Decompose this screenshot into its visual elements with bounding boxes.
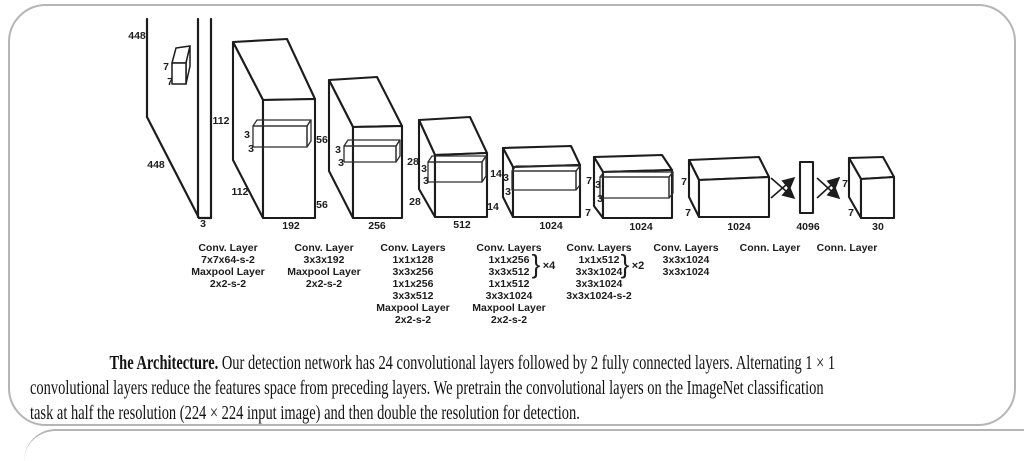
stage7-line: Conn. Layer bbox=[739, 242, 801, 254]
box3-kernel-label-2: 3 bbox=[423, 175, 429, 187]
box3-depth-label: 28 bbox=[409, 196, 421, 208]
output-side-label: 7 bbox=[842, 178, 848, 190]
stage5-line: 1x1x512 bbox=[578, 254, 620, 266]
stage2-line: Maxpool Layer bbox=[287, 266, 361, 278]
output-depth-label: 7 bbox=[848, 207, 854, 219]
stage-label-column-6 bbox=[653, 242, 718, 278]
stage5-line: 3x3x1024-s-2 bbox=[566, 290, 632, 302]
box6-side-label: 7 bbox=[681, 176, 687, 188]
stage3-line: 3x3x512 bbox=[392, 290, 434, 302]
input-height-label: 448 bbox=[128, 30, 146, 42]
conv-box-3 bbox=[407, 117, 487, 231]
box4-kernel-label-1: 3 bbox=[503, 172, 509, 184]
box5-kernel-label-1: 3 bbox=[595, 179, 601, 191]
stage1-line: 7x7x64-s-2 bbox=[201, 254, 255, 266]
fc-connector-2 bbox=[817, 178, 839, 198]
stage4-line: 1x1x256 bbox=[488, 254, 530, 266]
stage-label-column-2 bbox=[287, 242, 361, 290]
box1-kernel-label-2: 3 bbox=[248, 143, 254, 155]
stage4-line: Maxpool Layer bbox=[472, 302, 546, 314]
input-image-plane bbox=[128, 19, 211, 230]
stage1-line: Maxpool Layer bbox=[191, 266, 265, 278]
conv-box-5 bbox=[585, 155, 673, 233]
stage5-line: 3x3x1024 bbox=[575, 266, 623, 278]
box5-side-label: 7 bbox=[586, 175, 592, 187]
input-depth-label: 3 bbox=[200, 218, 206, 230]
caption-bold-lead: The Architecture. bbox=[109, 352, 219, 374]
stage3-line: 1x1x128 bbox=[392, 254, 434, 266]
stage-label-column-3 bbox=[376, 242, 450, 326]
front-face bbox=[699, 177, 769, 217]
box3-channels-label: 512 bbox=[453, 219, 471, 231]
stage5-multiplier: ×2 bbox=[631, 260, 645, 272]
stage4-line: 2x2-s-2 bbox=[490, 314, 528, 326]
stage3-line: 3x3x256 bbox=[392, 266, 434, 278]
stage5-line: Conv. Layers bbox=[566, 242, 632, 254]
box1-channels-label: 192 bbox=[282, 220, 300, 232]
box5-depth-label: 7 bbox=[585, 207, 591, 219]
next-card-top-edge bbox=[24, 429, 1024, 461]
stage4-line: 3x3x1024 bbox=[485, 290, 533, 302]
stage5-line: 3x3x1024 bbox=[575, 278, 623, 290]
input-kernel-label-1: 7 bbox=[163, 61, 169, 73]
caption-line-3: task at half the resolution (224 × 224 input image) and then double the resolution for detection. bbox=[30, 402, 580, 424]
input-kernel-label-2: 7 bbox=[167, 76, 173, 88]
kernel-front-face bbox=[172, 63, 186, 84]
stage8-line: Conn. Layer bbox=[816, 242, 878, 254]
output-box bbox=[842, 157, 894, 233]
stage5-brace: } bbox=[620, 249, 630, 279]
box4-channels-label: 1024 bbox=[539, 220, 563, 232]
box2-channels-label: 256 bbox=[368, 220, 386, 232]
figure-caption bbox=[30, 351, 999, 426]
box5-kernel-label-2: 3 bbox=[597, 193, 603, 205]
box3-side-label: 28 bbox=[407, 156, 419, 168]
stage6-line: Conv. Layers bbox=[653, 242, 719, 254]
fc-layer bbox=[796, 162, 820, 233]
box2-depth-label: 56 bbox=[316, 199, 328, 211]
box4-depth-label: 14 bbox=[487, 201, 499, 213]
input-width-label: 448 bbox=[147, 159, 165, 171]
box5-channels-label: 1024 bbox=[629, 221, 653, 233]
top-face bbox=[503, 146, 580, 167]
input-kernel-box bbox=[163, 46, 190, 88]
caption-line-2: convolutional layers reduce the features space from preceding layers. We pretrain the convolutional layers on the ImageNet classification bbox=[30, 377, 824, 399]
stage3-line: 2x2-s-2 bbox=[394, 314, 432, 326]
output-channels-label: 30 bbox=[872, 221, 884, 233]
stage6-line: 3x3x1024 bbox=[662, 254, 710, 266]
stage1-line: 2x2-s-2 bbox=[209, 278, 247, 290]
box4-kernel-label-2: 3 bbox=[505, 186, 511, 198]
stage-label-column-1 bbox=[191, 242, 265, 290]
box2-kernel-label-2: 3 bbox=[338, 157, 344, 169]
front-face bbox=[861, 177, 894, 218]
stage3-line: Maxpool Layer bbox=[376, 302, 450, 314]
stage4-line: 1x1x512 bbox=[488, 278, 530, 290]
box3-kernel-label-1: 3 bbox=[421, 163, 427, 175]
box1-kernel-label-1: 3 bbox=[244, 129, 250, 141]
fc-slab bbox=[800, 162, 813, 213]
fc-units-label: 4096 bbox=[796, 221, 820, 233]
stage-label-column-4 bbox=[472, 242, 556, 326]
front-face bbox=[513, 165, 580, 217]
fc-connector-1 bbox=[771, 178, 794, 198]
box2-side-label: 56 bbox=[316, 134, 328, 146]
stage4-multiplier: ×4 bbox=[542, 260, 556, 272]
box6-depth-label: 7 bbox=[685, 207, 691, 219]
box4-side-label: 14 bbox=[490, 168, 502, 180]
conv-box-1 bbox=[213, 39, 315, 232]
box1-side-label: 112 bbox=[212, 115, 230, 127]
box1-depth-label: 112 bbox=[231, 186, 249, 198]
conv-box-4 bbox=[487, 146, 580, 232]
conv-box-6 bbox=[681, 157, 769, 233]
stage-label-column-5 bbox=[566, 242, 644, 302]
stage3-line: Conv. Layers bbox=[380, 242, 446, 254]
box2-kernel-label-1: 3 bbox=[335, 144, 341, 156]
stage4-brace: } bbox=[531, 249, 541, 279]
stage-label-column-8 bbox=[817, 242, 878, 254]
box6-channels-label: 1024 bbox=[727, 221, 751, 233]
stage-label-column-7 bbox=[740, 242, 801, 254]
stage6-line: 3x3x1024 bbox=[662, 266, 710, 278]
stage2-line: 2x2-s-2 bbox=[305, 278, 343, 290]
caption-line-1 bbox=[30, 351, 999, 376]
stage2-line: 3x3x192 bbox=[303, 254, 345, 266]
caption-line1-text: Our detection network has 24 convolutional layers followed by 2 fully connected layers. Alternating 1 × 1 bbox=[218, 352, 836, 374]
stage2-line: Conv. Layer bbox=[294, 242, 354, 254]
conv-box-2 bbox=[316, 77, 402, 232]
stage1-line: Conv. Layer bbox=[198, 242, 258, 254]
stage4-line: 3x3x512 bbox=[488, 266, 530, 278]
stage3-line: 1x1x256 bbox=[392, 278, 434, 290]
stage4-line: Conv. Layers bbox=[476, 242, 542, 254]
front-face bbox=[263, 99, 315, 218]
